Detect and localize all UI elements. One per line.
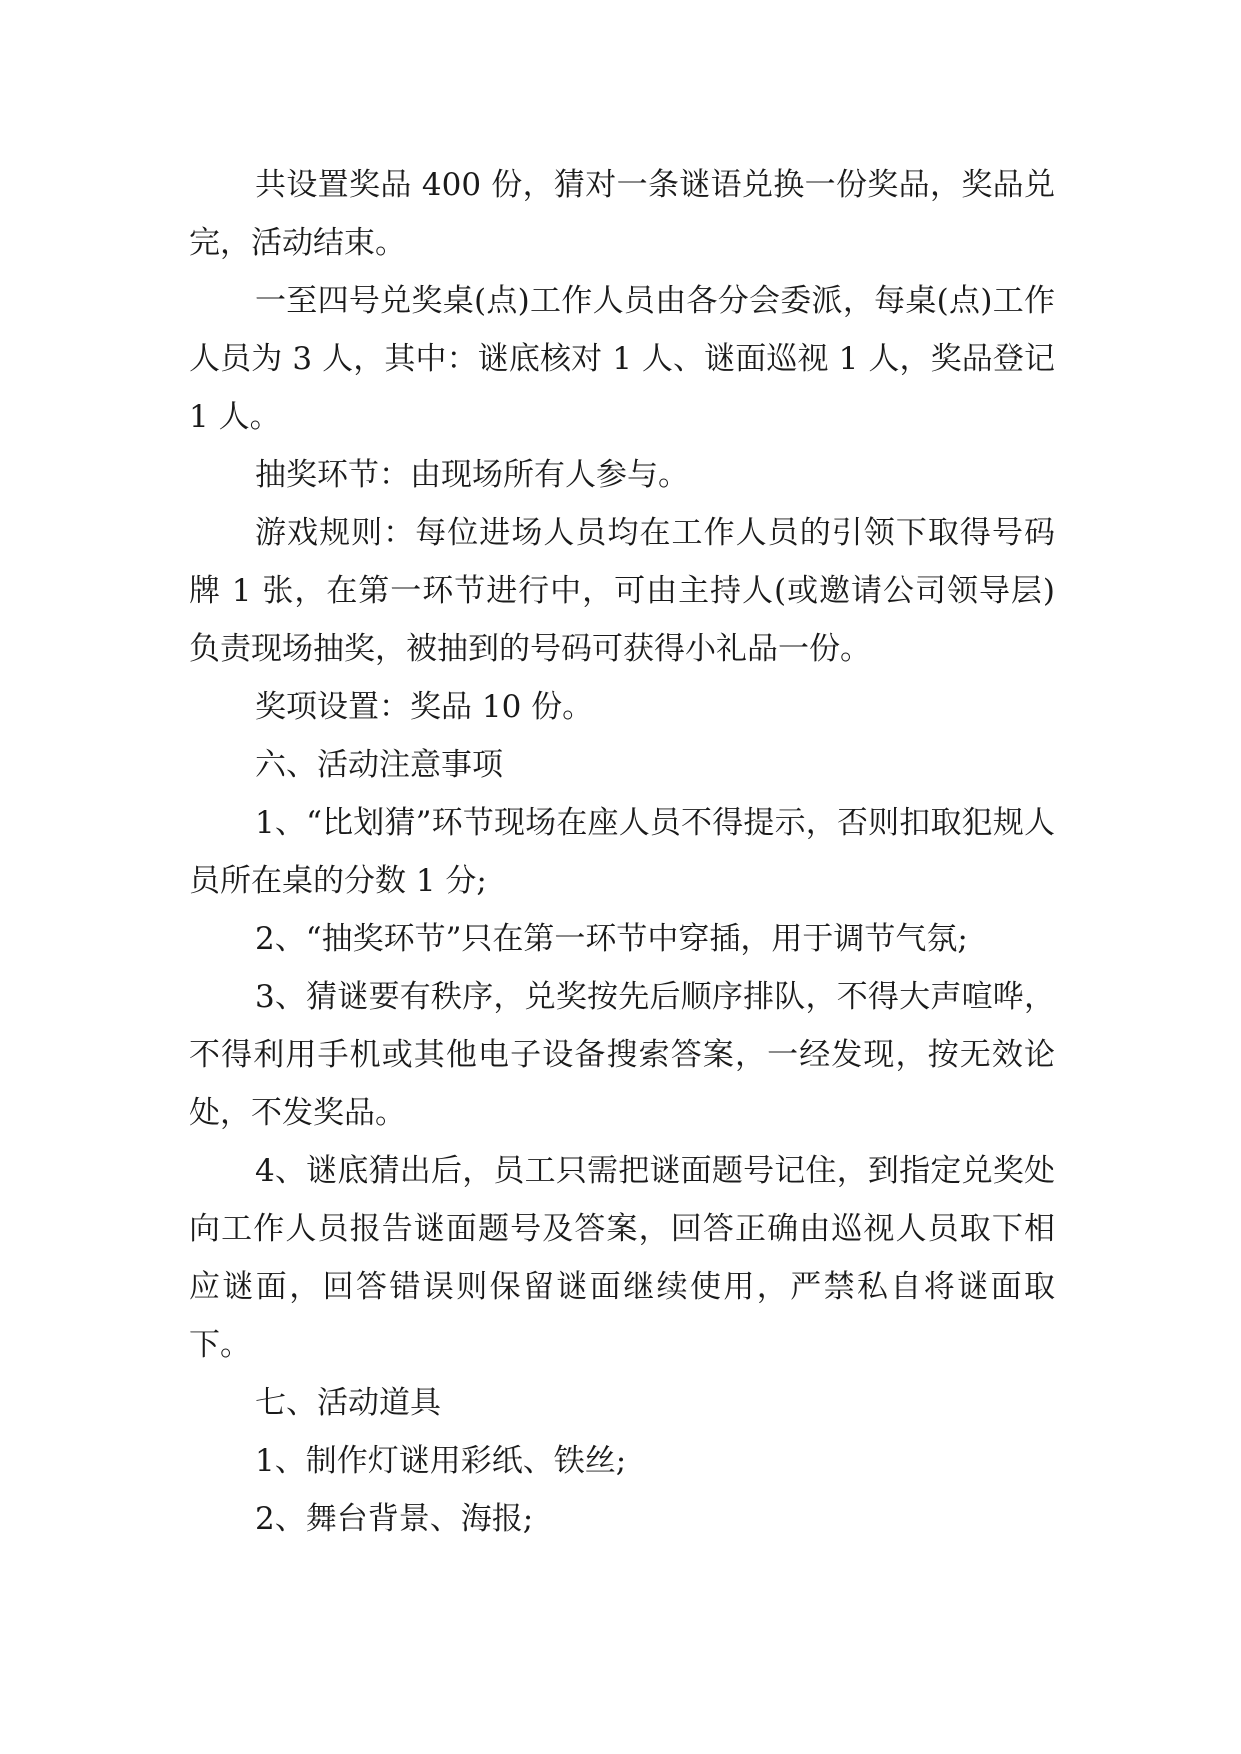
- paragraph-prize-setting: 奖项设置：奖品 10 份。: [255, 689, 594, 725]
- paragraph-prize-desk-staff: 一至四号兑奖桌(点)工作人员由各分会委派，每桌(点)工作人员为 3 人，其中：谜底核对 1 人、谜面巡视 1 人，奖品登记 1 人。: [189, 283, 1055, 435]
- paragraph-note-4: 4、谜底猜出后，员工只需把谜面题号记住，到指定兑奖处向工作人员报告谜面题号及答案，回答正确由巡视人员取下相应谜面，回答错误则保留谜面继续使用，严禁私自将谜面取下。: [189, 1153, 1055, 1363]
- paragraph-prizes-total: 共设置奖品 400 份，猜对一条谜语兑换一份奖品，奖品兑完，活动结束。: [189, 167, 1055, 261]
- document-page: [189, 156, 1055, 1548]
- paragraph-lottery-section: 抽奖环节：由现场所有人参与。: [255, 457, 689, 493]
- paragraph-note-2: 2、“抽奖环节”只在第一环节中穿插，用于调节气氛;: [255, 921, 968, 957]
- paragraph-prop-1: 1、制作灯谜用彩纸、铁丝;: [255, 1443, 627, 1479]
- paragraph-game-rules: 游戏规则：每位进场人员均在工作人员的引领下取得号码牌 1 张，在第一环节进行中，可由主持人(或邀请公司领导层)负责现场抽奖，被抽到的号码可获得小礼品一份。: [189, 515, 1055, 667]
- paragraph-note-3: 3、猜谜要有秩序，兑奖按先后顺序排队，不得大声喧哗，不得利用手机或其他电子设备搜索答案，一经发现，按无效论处，不发奖品。: [189, 979, 1055, 1131]
- heading-notes: 六、活动注意事项: [255, 747, 503, 783]
- paragraph-prop-2: 2、舞台背景、海报;: [255, 1501, 534, 1537]
- heading-props: 七、活动道具: [255, 1385, 441, 1421]
- paragraph-note-1: 1、“比划猜”环节现场在座人员不得提示，否则扣取犯规人员所在桌的分数 1 分;: [189, 805, 1055, 899]
